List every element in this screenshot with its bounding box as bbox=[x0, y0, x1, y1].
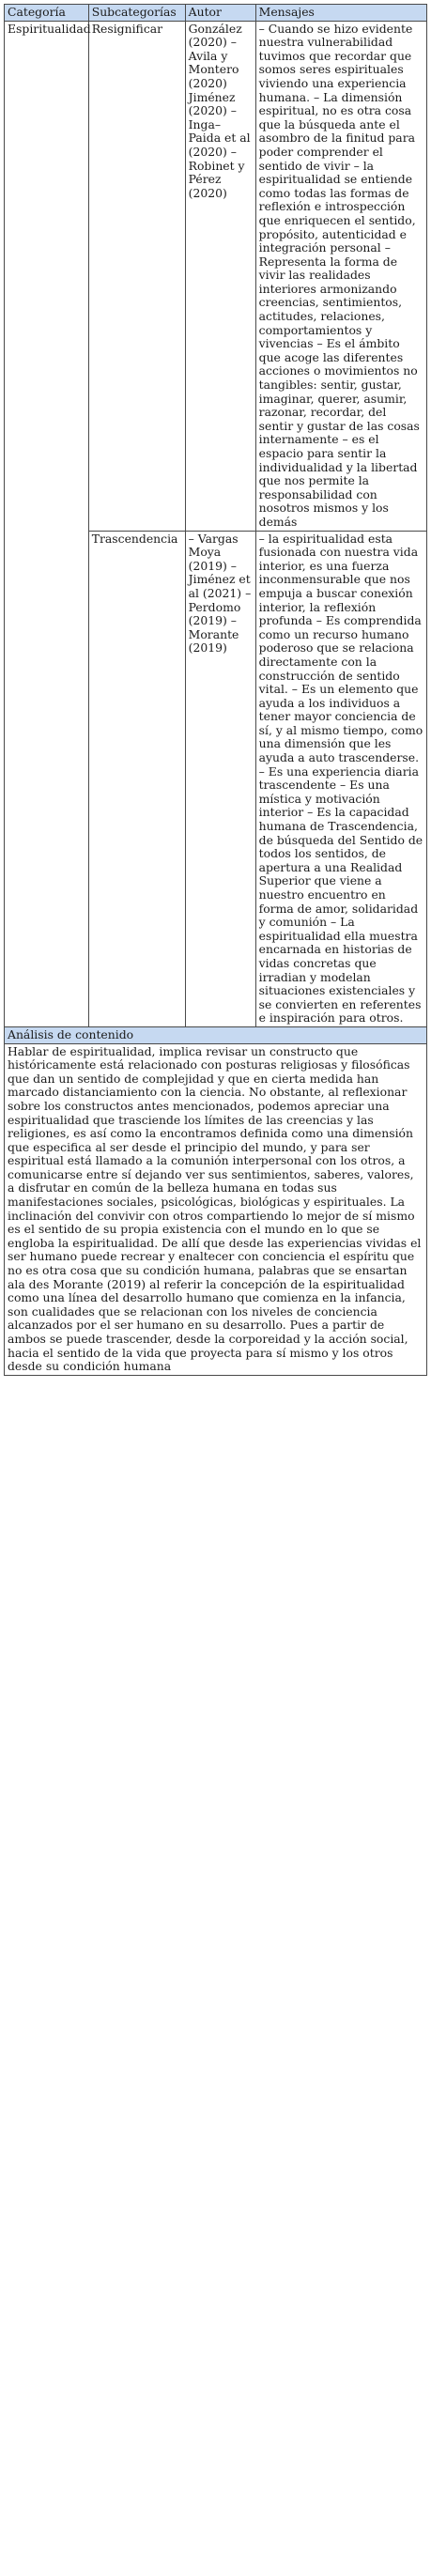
subcategoria-cell: Resignificar bbox=[88, 21, 185, 531]
analysis-title-row bbox=[5, 1026, 427, 1043]
categoria-cell: Espiritualidad bbox=[5, 21, 89, 1026]
analysis-body-row bbox=[5, 1043, 427, 1375]
header-mensajes: Mensajes bbox=[255, 5, 426, 22]
header-row bbox=[5, 5, 427, 22]
analysis-title: Análisis de contenido bbox=[5, 1026, 427, 1043]
mensajes-cell: – la espiritualidad esta fusionada con nuestra vida interior, es una fuerza inconmensurable que nos empuja a buscar conexión interior, la reflexión profunda – Es comprendida como un recurso humano poderoso que se relaciona directamente con la construcción de sentido vital. – Es un elemento que ayuda a los individuos a tener mayor conciencia de sí, y al mismo tiempo, como una dimensión que les ayuda a auto trascenderse. – Es una experiencia diaria trascendente – Es una mística y motivación interior – Es la capacidad humana de Trascendencia, de búsqueda del Sentido de todos los sentidos, de apertura a una Realidad Superior que viene a nuestro encuentro en forma de amor, solidaridad y comunión – La espiritualidad ella muestra encarnada en historias de vidas concretas que irradian y modelan situaciones existenciales y se convierten en referentes e inspiración para otros. bbox=[255, 531, 426, 1026]
autor-cell: González (2020) – Avila y Montero (2020) Jiménez (2020) – Inga–Paida et al (2020) – Robinet y Pérez (2020) bbox=[185, 21, 255, 531]
header-categoria: Categoría bbox=[5, 5, 89, 22]
spirituality-table bbox=[4, 4, 427, 1376]
table-row bbox=[5, 21, 427, 531]
header-subcategorias: Subcategorías bbox=[88, 5, 185, 22]
table-header bbox=[5, 5, 427, 22]
mensajes-cell: – Cuando se hizo evidente nuestra vulnerabilidad tuvimos que recordar que somos seres espirituales viviendo una experiencia humana. – La dimensión espiritual, no es otra cosa que la búsqueda ante el asombro de la finitud para poder comprender el sentido de vivir – la espiritualidad se entiende como todas las formas de reflexión e introspección que enriquecen el sentido, propósito, autenticidad e integración personal – Representa la forma de vivir las realidades interiores armonizando creencias, sentimientos, actitudes, relaciones, comportamientos y vivencias – Es el ámbito que acoge las diferentes acciones o movimientos no tangibles: sentir, gustar, imaginar, querer, asumir, razonar, recordar, del sentir y gustar de las cosas internamente – es el espacio para sentir la individualidad y la libertad que nos permite la responsabilidad con nosotros mismos y los demás bbox=[255, 21, 426, 531]
autor-cell: – Vargas Moya (2019) – Jiménez et al (2021) – Perdomo (2019) – Morante (2019) bbox=[185, 531, 255, 1026]
header-autor: Autor bbox=[185, 5, 255, 22]
table-body bbox=[5, 21, 427, 1375]
analysis-body: Hablar de espiritualidad, implica revisar un constructo que históricamente está relacionado con posturas religiosas y filosóficas que dan un sentido de complejidad y que en cierta medida han marcado distanciamiento con la ciencia. No obstante, al reflexionar sobre los constructos antes mencionados, podemos apreciar una espiritualidad que trasciende los límites de las creencias y las religiones, es así como la encontramos definida como una dimensión que especifica al ser desde el principio del mundo, y para ser espiritual está llamado a la comunión interpersonal con los otros, a comunicarse entre sí dejando ver sus sentimientos, saberes, valores, a disfrutar en común de la belleza humana en todas sus manifestaciones sociales, psicológicas, biológicas y espirituales. La inclinación del convivir con otros compartiendo lo mejor de sí mismo es el sentido de su propia existencia con el mundo en lo que se engloba la espiritualidad. De allí que desde las experiencias vividas el ser humano puede recrear y enaltecer con conciencia el espíritu que no es otra cosa que su condición humana, palabras que se ensartan ala des Morante (2019) al referir la concepción de la espiritualidad como una línea del desarrollo humano que comienza en la infancia, son cualidades que se relacionan con los niveles de conciencia alcanzados por el ser humano en su desarrollo. Pues a partir de ambos se puede trascender, desde la corporeidad y la acción social, hacia el sentido de la vida que proyecta para sí mismo y los otros desde su condición humana bbox=[5, 1043, 427, 1375]
document-page bbox=[4, 4, 427, 1376]
subcategoria-cell: Trascendencia bbox=[88, 531, 185, 1026]
